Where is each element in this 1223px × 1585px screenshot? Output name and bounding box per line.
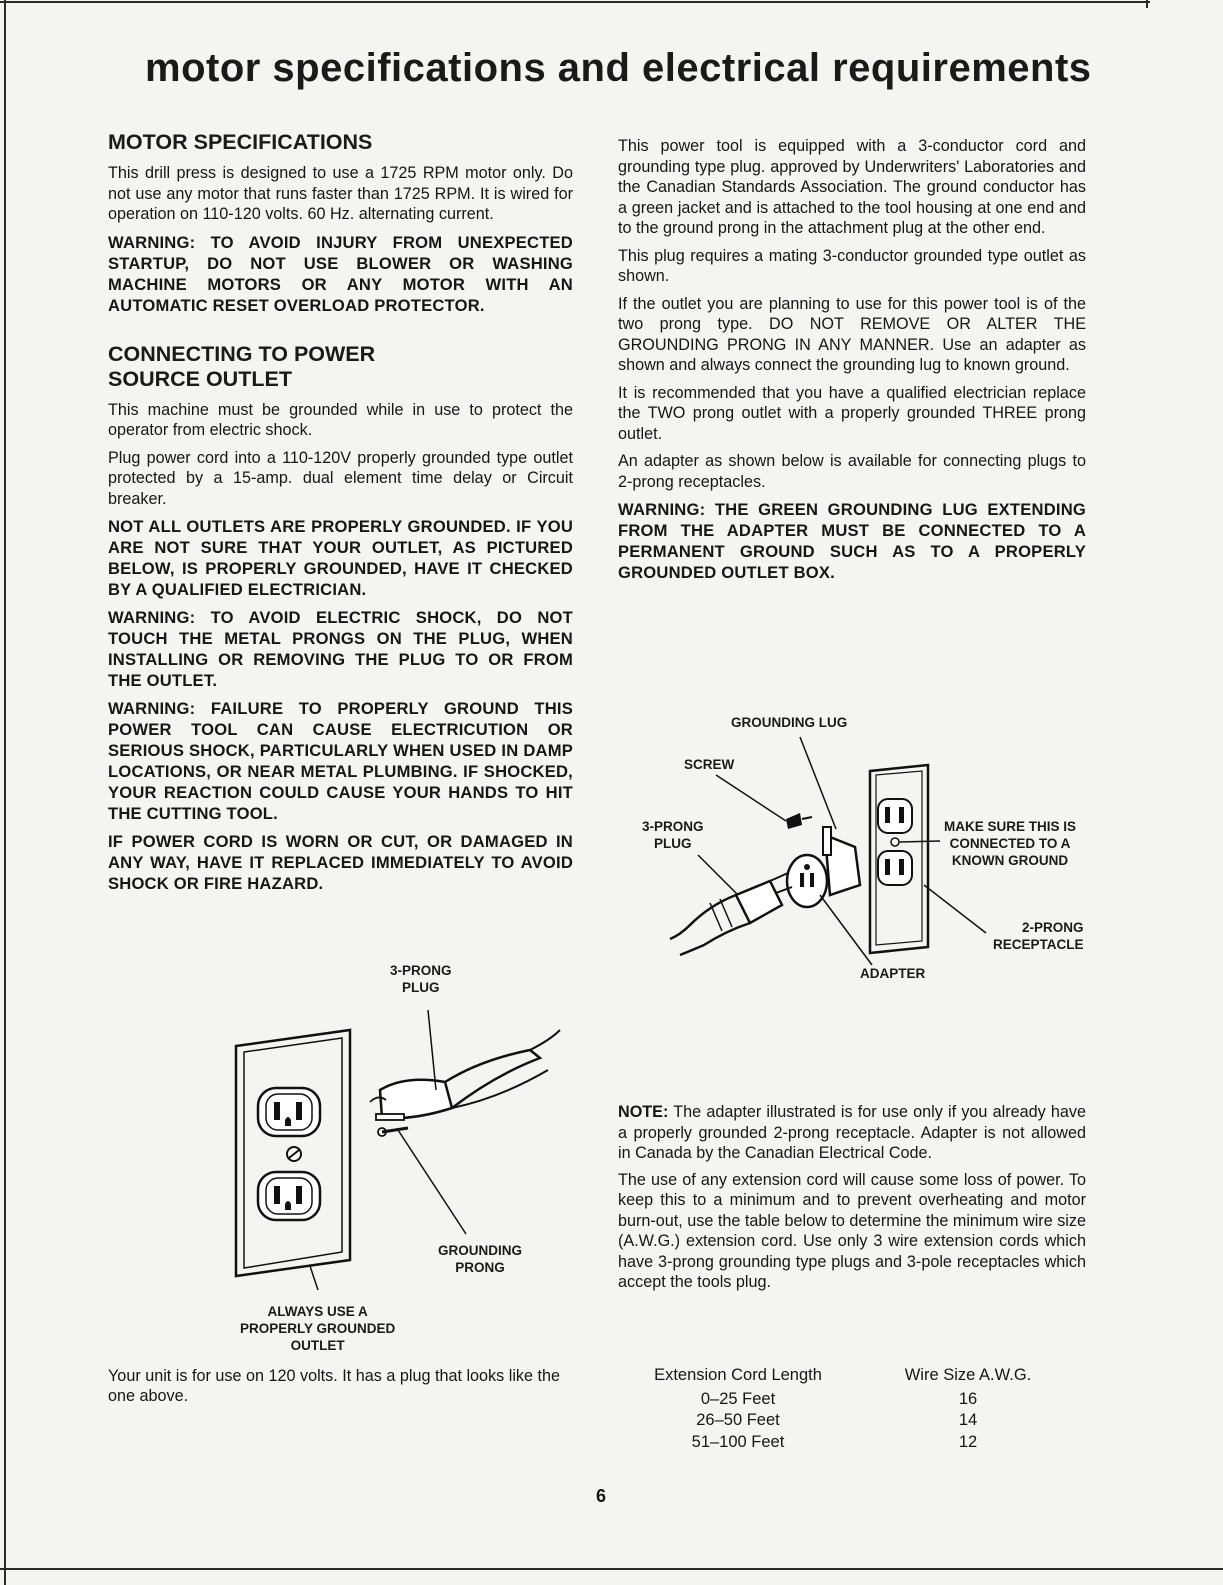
motor-specifications-text: This drill press is designed to use a 1725 RPM motor only. Do not use any motor that runs faster than 1725 RPM. It is wired for operation on 110-120 volts. 60 Hz. alternating current. — [108, 164, 573, 223]
grounding-lug-warning: WARNING: THE GREEN GROUNDING LUG EXTENDING FROM THE ADAPTER MUST BE CONNECTED TO A PERMANENT GROUND SUCH AS TO A PROPERLY GROUNDED OUTLET BOX. — [618, 500, 1086, 582]
adapter-availability-text: An adapter as shown below is available for connecting plugs to 2-prong receptacles. — [618, 452, 1086, 491]
extension-cord-table — [618, 1365, 1078, 1453]
table-header-row — [618, 1365, 1078, 1387]
connecting-heading-line-1: CONNECTING TO POWER — [108, 341, 376, 366]
fig1-outlet-label-line-2: PROPERLY GROUNDED — [240, 1321, 396, 1336]
voltage-caption: Your unit is for use on 120 volts. It has a plug that looks like the one above. — [108, 1367, 561, 1405]
wire-size-cell: 16 — [958, 1389, 978, 1408]
lower-receptacle-icon — [258, 1172, 320, 1220]
fig1-grounding-prong-label — [438, 1242, 522, 1276]
shock-warning: WARNING: TO AVOID ELECTRIC SHOCK, DO NOT TOUCH THE METAL PRONGS ON THE PLUG, WHEN INSTALLING OR REMOVING THE PLUG TO OR FROM THE OUTLET. — [108, 608, 573, 690]
page-number: 6 — [596, 1486, 607, 1506]
fig1-outlet-label-line-1: ALWAYS USE A — [267, 1304, 368, 1319]
table-row — [618, 1410, 1078, 1432]
table-row — [618, 1432, 1078, 1454]
fig2-known-ground-label — [944, 818, 1076, 869]
header-cord-length: Extension Cord Length — [654, 1366, 822, 1384]
header-wire-size: Wire Size A.W.G. — [904, 1366, 1032, 1384]
note-label: NOTE: — [618, 1103, 669, 1121]
connecting-power-heading — [108, 342, 573, 392]
table-row — [618, 1389, 1078, 1411]
fig1-plug-label-line-2: PLUG — [402, 980, 440, 995]
wire-size-cell: 14 — [958, 1411, 978, 1429]
fig2-receptacle-label — [993, 919, 1084, 953]
fig2-ground-label-line-1: MAKE SURE THIS IS — [944, 819, 1077, 834]
page-border-bottom — [0, 1568, 1223, 1570]
motor-specifications-heading: MOTOR SPECIFICATIONS — [108, 130, 373, 154]
fig2-grounding-lug-label: GROUNDING LUG — [731, 715, 848, 730]
fig2-adapter-label: ADAPTER — [860, 966, 926, 981]
two-prong-outlet-text: If the outlet you are planning to use for this power tool is of the two prong type. DO NOT REMOVE OR ALTER THE GROUNDING PRONG IN ANY MANNER. Use an adapter as shown and always connect the grounding lug to known ground. — [618, 294, 1086, 374]
screw-icon — [786, 813, 812, 829]
page-title: motor specifications and electrical requirements — [145, 46, 1092, 90]
fig1-plug-label — [390, 962, 452, 996]
fig2-ground-label-line-2: CONNECTED TO A — [949, 836, 1071, 851]
fig2-receptacle-label-line-2: RECEPTACLE — [993, 937, 1084, 952]
cord-length-cell: 51–100 Feet — [691, 1432, 785, 1451]
fig2-screw-label: SCREW — [684, 757, 735, 772]
cord-warning: IF POWER CORD IS WORN OR CUT, OR DAMAGED IN ANY WAY, HAVE IT REPLACED IMMEDIATELY TO AVOID SHOCK OR FIRE HAZARD. — [108, 832, 573, 893]
page-border-right — [1146, 0, 1148, 8]
fig2-plug-label — [642, 818, 704, 852]
fig2-ground-label-line-3: KNOWN GROUND — [951, 853, 1069, 868]
three-prong-plug-icon — [370, 1030, 560, 1136]
upper-receptacle-icon — [258, 1088, 320, 1136]
fig1-prong-label-line-1: GROUNDING — [438, 1243, 522, 1258]
cord-length-cell: 0–25 Feet — [700, 1389, 776, 1408]
mating-outlet-text: This plug requires a mating 3-conductor grounded type outlet as shown. — [618, 246, 1086, 285]
fig1-prong-label-line-2: PRONG — [455, 1260, 505, 1275]
page-border-top — [0, 1, 1150, 3]
extension-cord-text: The use of any extension cord will cause some loss of power. To keep this to a minimum and to prevent overheating and motor burn-out, use the table below to determine the minimum wire size (A.W.G.) extension cord. Use only 3 wire extension cords which have 3-prong grounding type plugs and 3-pole receptacles which accept the tools plug. — [618, 1170, 1086, 1291]
plug-paragraph: Plug power cord into a 110-120V properly grounded type outlet protected by a 15-amp. dual element time delay or Circuit breaker. — [108, 448, 573, 508]
wire-size-cell: 12 — [958, 1432, 978, 1451]
electrician-text: It is recommended that you have a qualified electrician replace the TWO prong outlet with a properly grounded THREE prong outlet. — [618, 383, 1086, 443]
fig1-plug-label-line-1: 3-PRONG — [390, 963, 452, 978]
note-block — [618, 1102, 1086, 1299]
cord-length-cell: 26–50 Feet — [696, 1411, 780, 1429]
adapter-note — [618, 1102, 1086, 1164]
grounding-paragraph: This machine must be grounded while in use to protect the operator from electric shock. — [108, 400, 573, 439]
ground-warning: WARNING: FAILURE TO PROPERLY GROUND THIS POWER TOOL CAN CAUSE ELECTRICUTION OR SERIOUS SHOCK, PARTICULARLY WHEN USED IN DAMP LOCATIONS, OR NEAR METAL PLUMBING. IF SHOCKED, YOUR REACTION COULD CAUSE YOUR HANDS TO HIT THE CUTTING TOOL. — [108, 699, 573, 823]
grounded-outlet-illustration — [230, 990, 590, 1290]
cord-description: This power tool is equipped with a 3-conductor cord and grounding type plug. approved by Underwriters' Laboratories and the Canadian Standards Association. The ground conductor has a green jacket and is attached to the tool housing at one end and to the ground prong in the attachment plug at the other end. — [618, 137, 1086, 237]
adapter-three-prong-plug-icon — [670, 873, 792, 955]
fig2-receptacle-label-line-1: 2-PRONG — [1022, 920, 1084, 935]
fig1-outlet-label — [240, 1303, 395, 1354]
fig2-plug-label-line-1: 3-PRONG — [642, 819, 704, 834]
adapter-icon — [787, 827, 860, 907]
fig2-plug-label-line-2: PLUG — [654, 836, 692, 851]
right-column — [618, 136, 1086, 590]
fig1-outlet-label-line-3: OUTLET — [290, 1338, 345, 1353]
motor-warning: WARNING: TO AVOID INJURY FROM UNEXPECTED STARTUP, DO NOT USE BLOWER OR WASHING MACHINE MOTORS OR ANY MOTOR WITH AN AUTOMATIC RESET OVERLOAD PROTECTOR. — [108, 232, 573, 315]
outlets-warning: NOT ALL OUTLETS ARE PROPERLY GROUNDED. IF YOU ARE NOT SURE THAT YOUR OUTLET, AS PICTURED BELOW, IS PROPERLY GROUNDED, HAVE IT CHECKED BY A QUALIFIED ELECTRICIAN. — [108, 517, 573, 599]
note-text: The adapter illustrated is for use only if you already have a properly grounded 2-prong receptacle. Adapter is not allowed in Canada by the Canadian Electrical Code. — [618, 1103, 1086, 1162]
connecting-heading-line-2: SOURCE OUTLET — [108, 366, 292, 391]
left-column — [108, 130, 573, 901]
page-border-left — [4, 0, 6, 1585]
